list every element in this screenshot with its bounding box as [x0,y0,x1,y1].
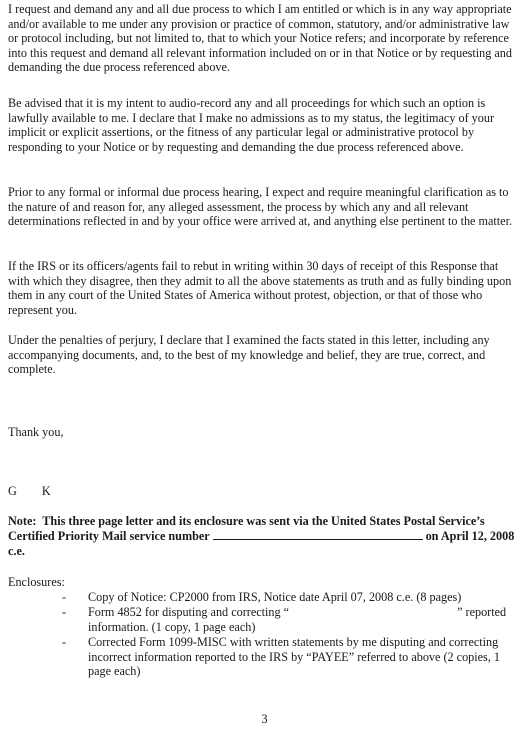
mailing-note [8,514,521,559]
paragraph-due-process-request: I request and demand any and all due process to which I am entitled or which is in any way appropriate and/or available to me under any provision or practice of common, statutory, and/or administrative law or protocol including, but not limited to, that to which your Notice refers; and incorporate by reference into this request and demand all relevant information included on or in that Notice or by requesting and demanding the due process referenced above. [8,2,512,75]
paragraph-perjury-declaration: Under the penalties of perjury, I declare that I examined the facts stated in this letter, including any accompanying documents, and, to the best of my knowledge and belief, they are true, correct, and complete. [8,333,490,377]
paragraph-rebuttal: If the IRS or its officers/agents fail to rebut in writing within 30 days of receipt of this Response that with which they disagree, then they admit to all the above statements as truth and as fully binding upon them in any court of the United States of America without protest, objection, or that of those who represent you. [8,259,512,317]
tracking-number-blank [213,529,423,540]
paragraph-audio-record: Be advised that it is my intent to audio-record any and all proceedings for which such an option is lawfully available to me. I declare that I make no admissions as to my status, the legitimacy of your implicit or explicit assertions, or the fitness of any particular legal or administrative protocol by responding to your Notice or by requesting and demanding the due process referenced above. [8,96,495,154]
signature-first-initial: G [8,484,17,498]
note-text-after: on April 12, 2008 c.e. [8,529,515,558]
enclosure-bullet: - [62,605,67,619]
enclosure-text [88,605,508,634]
enclosure-text-part-b: ” reported information. (1 copy, 1 page each) [88,605,507,634]
closing-text: Thank you, [8,425,64,439]
page-number: 3 [261,712,268,726]
note-text-before: This three page letter and its enclosure was sent via the United States Postal Service’s Certified Priority Mail service number [8,514,485,543]
enclosure-bullet: - [62,590,67,604]
enclosure-bullet: - [62,635,67,649]
signature [8,484,51,499]
enclosure-text: Corrected Form 1099-MISC with written statements by me disputing and correcting incorrect information reported to the IRS by “PAYEE” referred to above (2 copies, 1 page each) [88,635,500,679]
enclosure-text: Copy of Notice: CP2000 from IRS, Notice date April 07, 2008 c.e. (8 pages) [88,590,462,604]
enclosure-text-part-a: Form 4852 for disputing and correcting “ [88,605,290,619]
enclosures-title: Enclosures: [8,575,65,589]
paragraph-clarification: Prior to any formal or informal due process hearing, I expect and require meaningful clarification as to the nature of and reason for, any alleged assessment, the process by which any and all relevant determinations reflected in and by your office were arrived at, and anything else pertinent to the matter. [8,185,513,229]
signature-last-initial: K [41,484,51,498]
note-prefix: Note: [8,514,37,528]
